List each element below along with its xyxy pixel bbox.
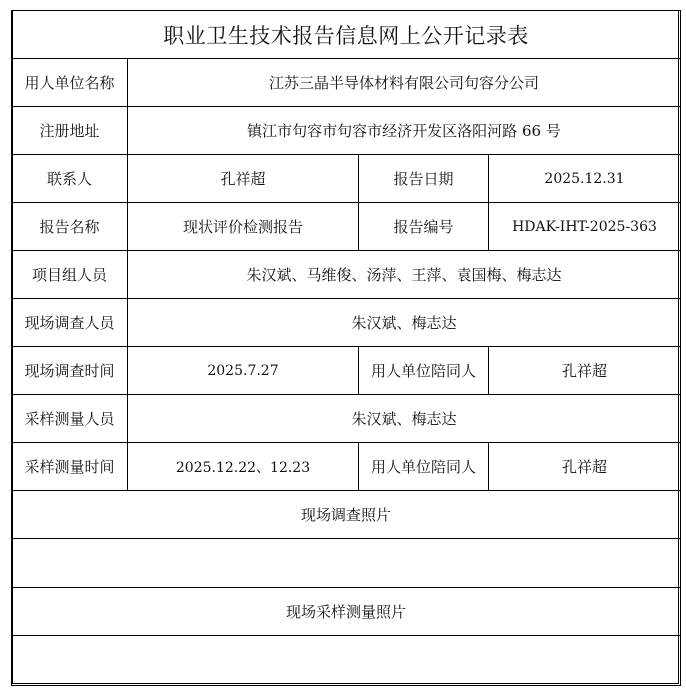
sampling-staff-label: 采样测量人员 xyxy=(12,395,128,443)
contact-row xyxy=(12,155,681,203)
survey-time-row xyxy=(12,347,681,395)
contact-value: 孔祥超 xyxy=(128,155,359,203)
employer-row xyxy=(12,59,681,107)
sampling-photos-heading: 现场采样测量照片 xyxy=(12,588,681,636)
employer-value: 江苏三晶半导体材料有限公司句容分公司 xyxy=(128,59,681,107)
report-date-value: 2025.12.31 xyxy=(489,155,681,203)
address-row xyxy=(12,107,681,155)
survey-staff-row xyxy=(12,299,681,347)
survey-escort-value: 孔祥超 xyxy=(489,347,681,395)
survey-staff-value: 朱汉斌、梅志达 xyxy=(128,299,681,347)
form-title: 职业卫生技术报告信息网上公开记录表 xyxy=(12,11,681,59)
report-number-label: 报告编号 xyxy=(359,203,489,251)
sampling-staff-row xyxy=(12,395,681,443)
contact-label: 联系人 xyxy=(12,155,128,203)
survey-escort-label: 用人单位陪同人 xyxy=(359,347,489,395)
report-date-label: 报告日期 xyxy=(359,155,489,203)
survey-photos-area xyxy=(12,539,681,588)
sampling-time-label: 采样测量时间 xyxy=(12,443,128,491)
title-row xyxy=(12,11,681,59)
address-value: 镇江市句容市句容市经济开发区洛阳河路 66 号 xyxy=(128,107,681,155)
sampling-time-row xyxy=(12,443,681,491)
disclosure-record-table xyxy=(11,10,681,686)
survey-time-value: 2025.7.27 xyxy=(128,347,359,395)
address-label: 注册地址 xyxy=(12,107,128,155)
survey-photos-heading: 现场调查照片 xyxy=(12,491,681,539)
sampling-escort-label: 用人单位陪同人 xyxy=(359,443,489,491)
sampling-photos-row xyxy=(12,636,681,686)
team-row xyxy=(12,251,681,299)
sampling-time-value: 2025.12.22、12.23 xyxy=(128,443,359,491)
sampling-staff-value: 朱汉斌、梅志达 xyxy=(128,395,681,443)
survey-photos-header-row xyxy=(12,491,681,539)
sampling-photos-area xyxy=(12,636,681,686)
report-row xyxy=(12,203,681,251)
team-label: 项目组人员 xyxy=(12,251,128,299)
team-value: 朱汉斌、马维俊、汤萍、王萍、袁国梅、梅志达 xyxy=(128,251,681,299)
survey-photos-row xyxy=(12,539,681,588)
survey-time-label: 现场调查时间 xyxy=(12,347,128,395)
sampling-photos-header-row xyxy=(12,588,681,636)
report-name-value: 现状评价检测报告 xyxy=(128,203,359,251)
sampling-escort-value: 孔祥超 xyxy=(489,443,681,491)
report-number-value: HDAK-IHT-2025-363 xyxy=(489,203,681,251)
report-name-label: 报告名称 xyxy=(12,203,128,251)
survey-staff-label: 现场调查人员 xyxy=(12,299,128,347)
employer-label: 用人单位名称 xyxy=(12,59,128,107)
